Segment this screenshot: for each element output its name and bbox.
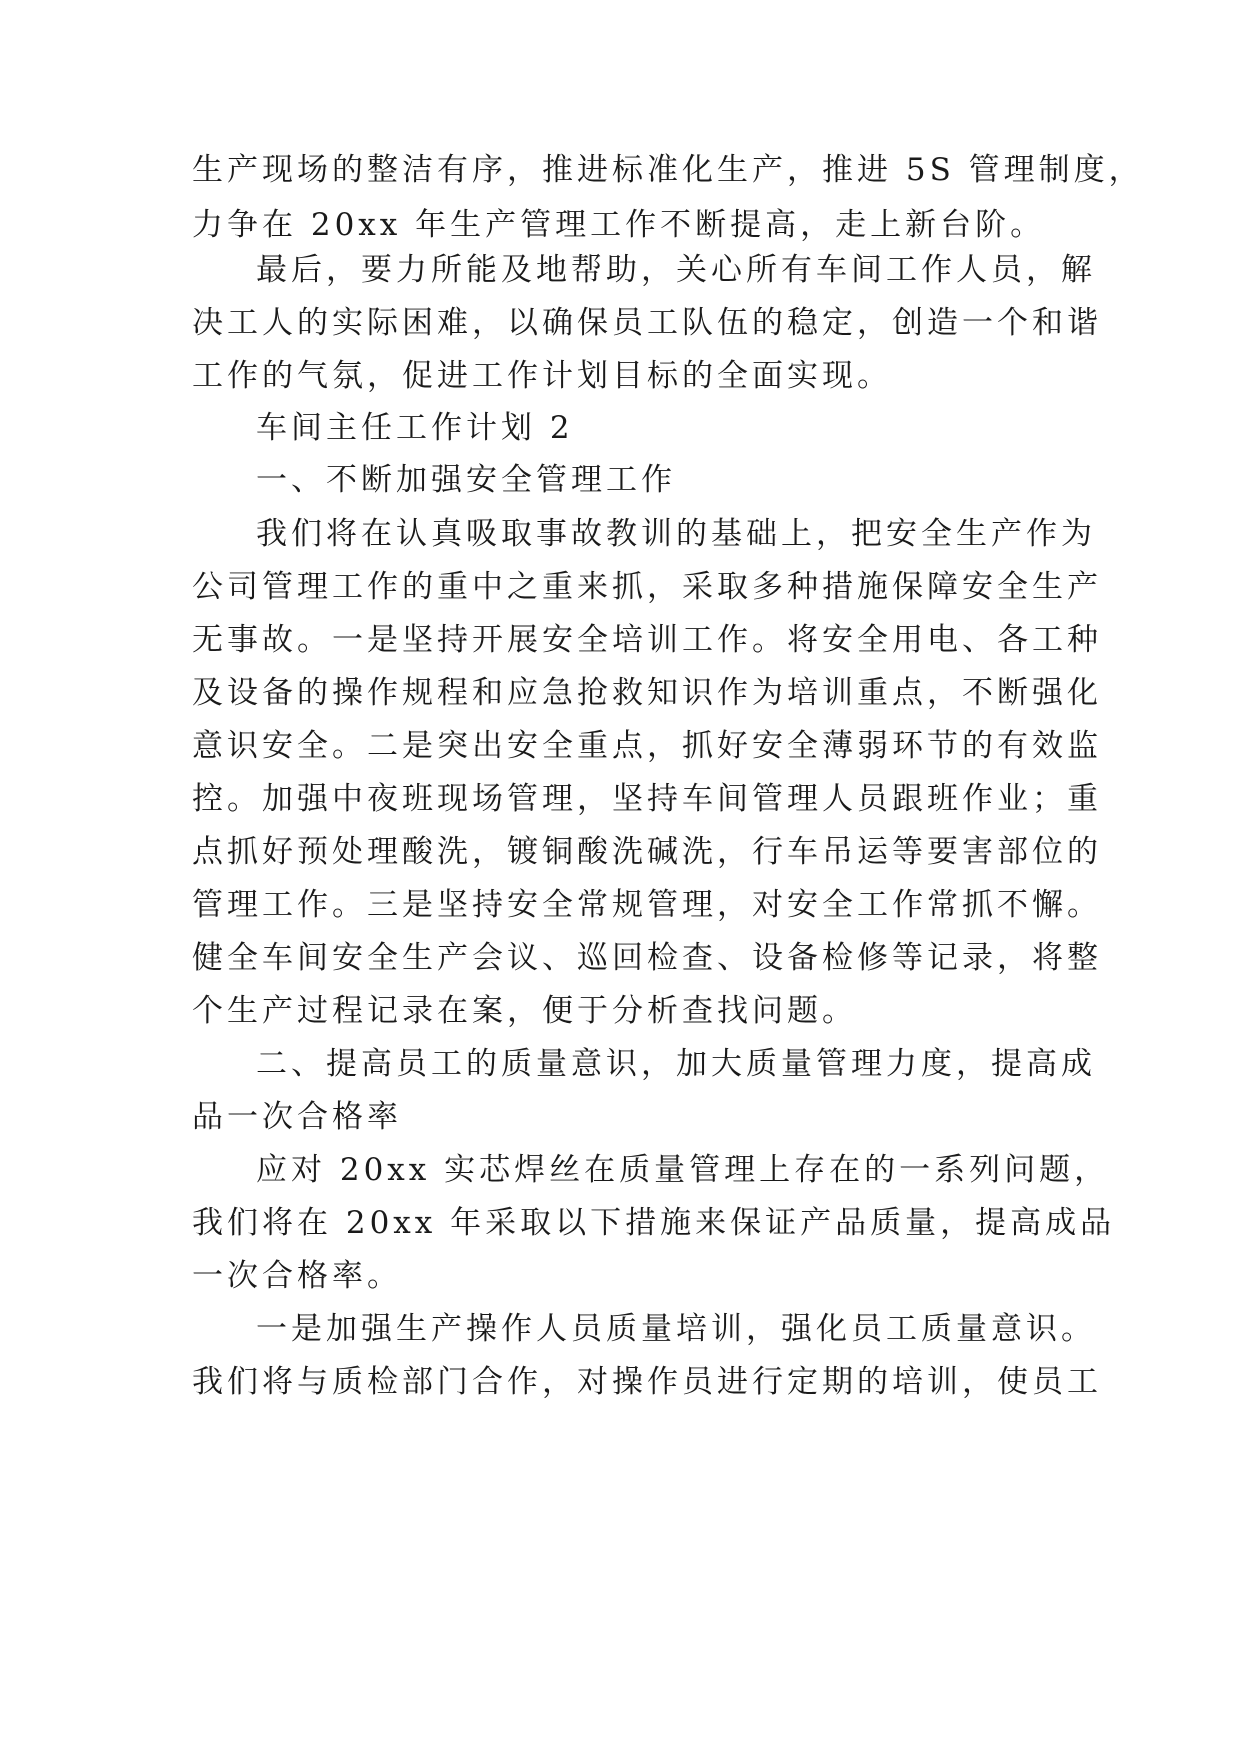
- section-title: 车间主任工作计划 2: [256, 410, 574, 446]
- paragraph-line: 意识安全。二是突出安全重点，抓好安全薄弱环节的有效监: [192, 728, 1102, 764]
- paragraph-line: 公司管理工作的重中之重来抓，采取多种措施保障安全生产: [192, 569, 1102, 605]
- paragraph-line: 点抓好预处理酸洗，镀铜酸洗碱洗，行车吊运等要害部位的: [192, 834, 1102, 870]
- paragraph-line: 我们将与质检部门合作，对操作员进行定期的培训，使员工: [192, 1364, 1102, 1400]
- paragraph-line: 无事故。一是坚持开展安全培训工作。将安全用电、各工种: [192, 622, 1102, 658]
- paragraph-line: 工作的气氛，促进工作计划目标的全面实现。: [192, 358, 892, 394]
- paragraph-line: 个生产过程记录在案，便于分析查找问题。: [192, 993, 857, 1029]
- paragraph-line: 一次合格率。: [192, 1258, 402, 1294]
- section-heading: 一、不断加强安全管理工作: [256, 462, 676, 498]
- paragraph-line: 生产现场的整洁有序，推进标准化生产，推进 5S 管理制度，: [192, 152, 1144, 188]
- paragraph-line: 力争在 20xx 年生产管理工作不断提高，走上新台阶。: [192, 207, 1046, 243]
- paragraph-line: 决工人的实际困难，以确保员工队伍的稳定，创造一个和谐: [192, 305, 1102, 341]
- paragraph-line: 我们将在 20xx 年采取以下措施来保证产品质量，提高成品: [192, 1205, 1116, 1241]
- paragraph-line: 健全车间安全生产会议、巡回检查、设备检修等记录，将整: [192, 940, 1102, 976]
- paragraph-line: 应对 20xx 实芯焊丝在质量管理上存在的一系列问题，: [256, 1152, 1110, 1188]
- section-heading: 品一次合格率: [192, 1099, 402, 1135]
- paragraph-line: 最后，要力所能及地帮助，关心所有车间工作人员，解: [256, 252, 1096, 288]
- paragraph-line: 我们将在认真吸取事故教训的基础上，把安全生产作为: [256, 516, 1096, 552]
- paragraph-line: 及设备的操作规程和应急抢救知识作为培训重点，不断强化: [192, 675, 1102, 711]
- section-heading: 二、提高员工的质量意识，加大质量管理力度，提高成: [256, 1046, 1096, 1082]
- paragraph-line: 一是加强生产操作人员质量培训，强化员工质量意识。: [256, 1311, 1096, 1347]
- paragraph-line: 管理工作。三是坚持安全常规管理，对安全工作常抓不懈。: [192, 887, 1102, 923]
- paragraph-line: 控。加强中夜班现场管理，坚持车间管理人员跟班作业；重: [192, 781, 1102, 817]
